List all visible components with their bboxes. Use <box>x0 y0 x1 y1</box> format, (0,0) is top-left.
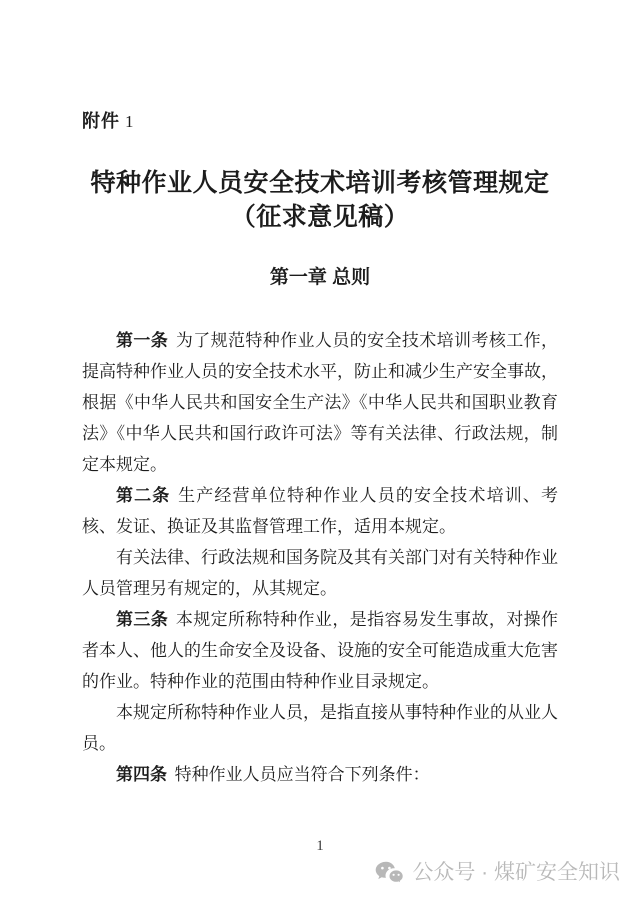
document-title-line1: 特种作业人员安全技术培训考核管理规定 <box>90 170 550 197</box>
article-label: 第四条 <box>116 765 167 784</box>
document-title <box>0 167 640 235</box>
paragraph-text: 生产经营单位特种作业人员的安全技术培训、考核、发证、换证及其监督管理工作，适用本规定。 <box>82 486 559 536</box>
attachment-label: 附件 <box>82 111 120 131</box>
document-title-line2: （征求意见稿） <box>230 204 410 231</box>
paragraph <box>82 604 558 697</box>
page-number: 1 <box>316 838 324 854</box>
paragraph <box>82 542 558 604</box>
document-body <box>82 325 558 790</box>
article-label: 第二条 <box>116 486 171 505</box>
paragraph-text: 有关法律、行政法规和国务院及其有关部门对有关特种作业人员管理另有规定的，从其规定。 <box>82 548 558 598</box>
wechat-icon <box>375 861 404 886</box>
article-label: 第一条 <box>116 331 169 350</box>
attachment-line <box>82 110 134 133</box>
attachment-number: 1 <box>125 112 134 131</box>
paragraph <box>82 325 558 480</box>
paragraph <box>82 697 558 759</box>
watermark-text: 公众号 · 煤矿安全知识 <box>412 861 620 884</box>
paragraph-text: 为了规范特种作业人员的安全技术培训考核工作，提高特种作业人员的安全技术水平，防止和减少生产安全事故，根据《中华人民共和国安全生产法》《中华人民共和国职业教育法》《中华人民共和国行政许可法》等有关法律、行政法规，制定本规定。 <box>82 331 559 474</box>
paragraph <box>82 480 558 542</box>
paragraph-text: 特种作业人员应当符合下列条件： <box>174 765 430 784</box>
paragraph-text: 本规定所称特种作业人员，是指直接从事特种作业的从业人员。 <box>82 703 558 753</box>
paragraph <box>82 759 558 790</box>
article-label: 第三条 <box>116 610 169 629</box>
watermark <box>375 859 620 887</box>
chapter-heading: 第一章 总则 <box>269 267 371 288</box>
paragraph-text: 本规定所称特种作业，是指容易发生事故，对操作者本人、他人的生命安全及设备、设施的安全可能造成重大危害的作业。特种作业的范围由特种作业目录规定。 <box>82 610 559 691</box>
